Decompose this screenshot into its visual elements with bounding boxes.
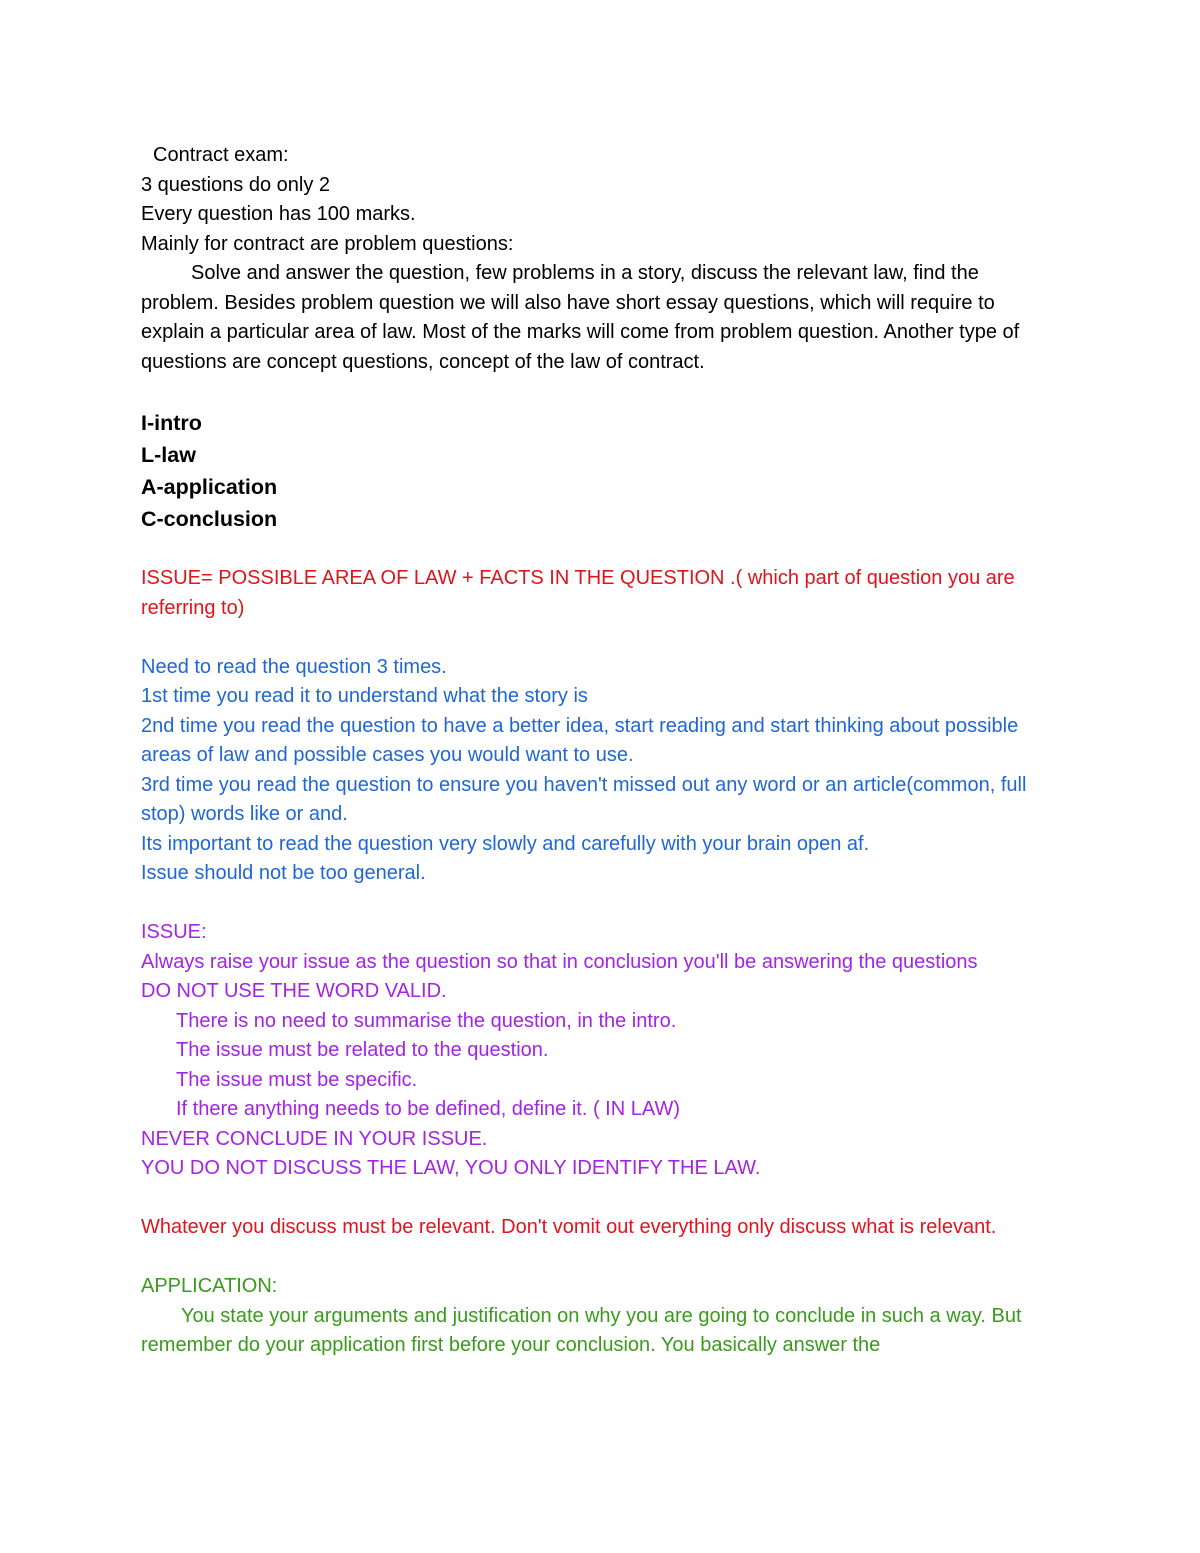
- spacer: [141, 1184, 1061, 1214]
- issue-line: DO NOT USE THE WORD VALID.: [141, 980, 447, 1002]
- ilac-item: A-application: [141, 474, 278, 499]
- issue-indented-line: The issue must be specific.: [176, 1068, 418, 1091]
- issue-line: NEVER CONCLUDE IN YOUR ISSUE.: [141, 1127, 488, 1150]
- issue-definition: ISSUE= POSSIBLE AREA OF LAW + FACTS IN THE QUESTION .( which part of question you are referring to): [141, 567, 1015, 619]
- issue-heading: ISSUE:: [141, 921, 207, 943]
- ilac-item: I-intro: [141, 410, 202, 435]
- issue-indented-line: There is no need to summarise the question, in the intro.: [176, 1009, 677, 1032]
- spacer: [141, 623, 1061, 653]
- issue-line: YOU DO NOT DISCUSS THE LAW, YOU ONLY IDENTIFY THE LAW.: [141, 1157, 761, 1179]
- intro-line: 3 questions do only 2: [141, 173, 331, 196]
- intro-paragraph: Solve and answer the question, few problems in a story, discuss the relevant law, find the problem. Besides problem question we will also have short essay questions, which will require to explain a particular area of law. Most of the marks will come from problem question. Another type of questions are concept questions, concept of the law of contract.: [141, 262, 1020, 373]
- reading-line: 1st time you read it to understand what the story is: [141, 685, 588, 707]
- reading-line: Need to read the question 3 times.: [141, 655, 447, 678]
- reading-line: 2nd time you read the question to have a better idea, start reading and start thinking about possible areas of law and possible cases you would want to use.: [141, 714, 1019, 766]
- spacer: [141, 889, 1061, 919]
- issue-indented-line: If there anything needs to be defined, define it. ( IN LAW): [176, 1098, 680, 1120]
- spacer: [141, 535, 1061, 565]
- document-body: [141, 141, 1061, 1361]
- intro-line: Mainly for contract are problem questions:: [141, 232, 514, 255]
- doc-title: Contract exam:: [153, 144, 289, 166]
- application-paragraph: You state your arguments and justification on why you are going to conclude in such a way. But remember do your application first before your conclusion. You basically answer the: [141, 1304, 1022, 1356]
- application-heading: APPLICATION:: [141, 1275, 278, 1297]
- ilac-item: C-conclusion: [141, 506, 278, 531]
- reading-line: Its important to read the question very slowly and carefully with your brain open af.: [141, 832, 870, 855]
- reading-line: Issue should not be too general.: [141, 862, 426, 884]
- ilac-item: L-law: [141, 442, 196, 467]
- issue-indented-line: The issue must be related to the question.: [176, 1039, 549, 1061]
- reading-line: 3rd time you read the question to ensure you haven't missed out any word or an article(common, full stop) words like or and.: [141, 773, 1027, 825]
- spacer: [141, 1243, 1061, 1273]
- issue-line: Always raise your issue as the question so that in conclusion you'll be answering the questions: [141, 950, 978, 973]
- relevance-note: Whatever you discuss must be relevant. Don't vomit out everything only discuss what is relevant.: [141, 1216, 997, 1238]
- spacer: [141, 377, 1061, 407]
- intro-line: Every question has 100 marks.: [141, 203, 416, 225]
